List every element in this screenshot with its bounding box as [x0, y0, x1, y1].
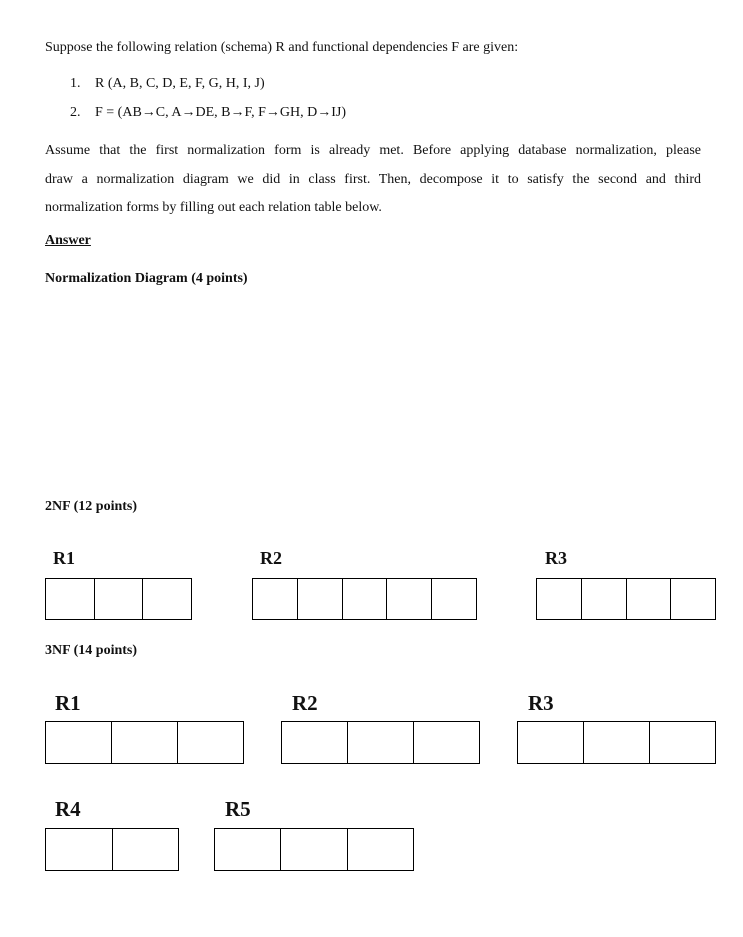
answer-heading: Answer — [45, 233, 91, 248]
paragraph-line: draw a normalization diagram we did in class first. Then, decompose it to satisfy the second and third — [45, 171, 701, 187]
nf3-r2-table[interactable] — [281, 721, 480, 764]
table-cell[interactable] — [348, 829, 413, 870]
table-cell[interactable] — [253, 579, 298, 619]
intro-text: Suppose the following relation (schema) R and functional dependencies F are given: — [45, 40, 519, 55]
nf3-r2-label: R2 — [292, 691, 318, 715]
nf3-r4-table[interactable] — [45, 828, 179, 871]
paragraph-line: Assume that the first normalization form is already met. Before applying database normalization, please — [45, 143, 701, 158]
table-cell[interactable] — [215, 829, 281, 870]
table-cell[interactable] — [432, 579, 476, 619]
nf3-r5-table[interactable] — [214, 828, 414, 871]
nf3-r1-table[interactable] — [45, 721, 244, 764]
table-cell[interactable] — [343, 579, 388, 619]
table-cell[interactable] — [282, 722, 348, 763]
table-cell[interactable] — [46, 829, 113, 870]
nf2-r3-label: R3 — [545, 548, 567, 568]
table-cell[interactable] — [143, 579, 191, 619]
paragraph-line: normalization forms by filling out each relation table below. — [45, 200, 382, 215]
table-cell[interactable] — [46, 722, 112, 763]
table-cell[interactable] — [582, 579, 627, 619]
nf2-r1-table[interactable] — [45, 578, 192, 620]
table-cell[interactable] — [387, 579, 432, 619]
nf2-r2-table[interactable] — [252, 578, 477, 620]
nf3-r4-label: R4 — [55, 797, 81, 821]
functional-dependencies: F = (AB→C, A→DE, B→F, F→GH, D→IJ) — [95, 105, 347, 120]
table-cell[interactable] — [650, 722, 715, 763]
nf3-r1-label: R1 — [55, 691, 81, 715]
table-cell[interactable] — [627, 579, 672, 619]
diagram-heading: Normalization Diagram (4 points) — [45, 271, 248, 286]
nf3-r3-table[interactable] — [517, 721, 716, 764]
nf3-r5-label: R5 — [225, 797, 251, 821]
instructions-paragraph — [45, 137, 701, 223]
relation-schema: R (A, B, C, D, E, F, G, H, I, J) — [95, 76, 265, 91]
table-cell[interactable] — [537, 579, 582, 619]
list-number: 2. — [70, 105, 81, 120]
nf2-r1-label: R1 — [53, 548, 75, 568]
table-cell[interactable] — [112, 722, 178, 763]
table-cell[interactable] — [584, 722, 650, 763]
nf3-heading: 3NF (14 points) — [45, 643, 138, 658]
table-cell[interactable] — [518, 722, 584, 763]
nf2-r3-table[interactable] — [536, 578, 716, 620]
list-number: 1. — [70, 76, 81, 91]
nf2-heading: 2NF (12 points) — [45, 499, 138, 514]
table-cell[interactable] — [348, 722, 414, 763]
table-cell[interactable] — [671, 579, 715, 619]
nf3-r3-label: R3 — [528, 691, 554, 715]
table-cell[interactable] — [281, 829, 347, 870]
table-cell[interactable] — [414, 722, 479, 763]
nf2-r2-label: R2 — [260, 548, 282, 568]
table-cell[interactable] — [95, 579, 144, 619]
table-cell[interactable] — [46, 579, 95, 619]
table-cell[interactable] — [113, 829, 179, 870]
table-cell[interactable] — [298, 579, 343, 619]
table-cell[interactable] — [178, 722, 243, 763]
